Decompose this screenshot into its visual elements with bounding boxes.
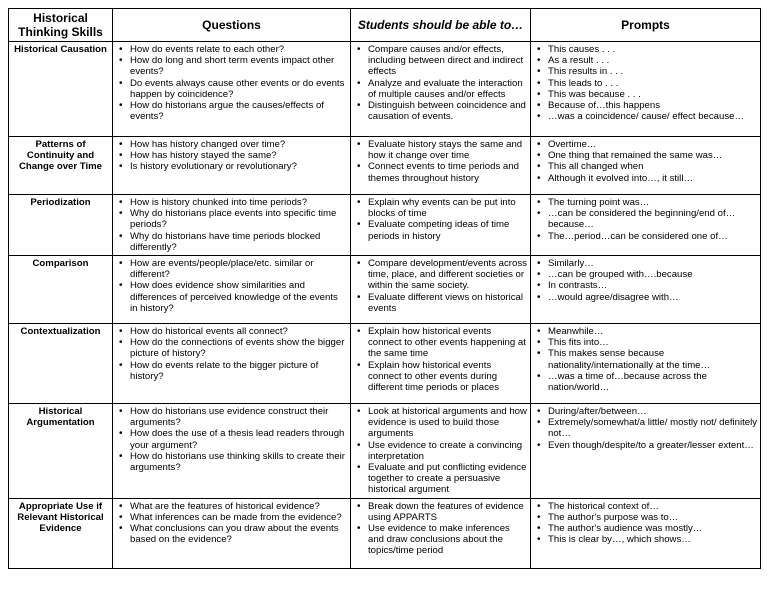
list-item: • During/after/between… [534, 406, 757, 417]
bullet-list [116, 406, 347, 473]
header-students-able: Students should be able to… [351, 9, 531, 42]
bullet-list [534, 139, 757, 184]
list-item: • As a result . . . [534, 55, 757, 66]
bullet-list [116, 44, 347, 122]
list-item: • Compare causes and/or effects, including between direct and indirect effects [354, 44, 527, 78]
list-item: • The author's audience was mostly… [534, 523, 757, 534]
list-item: • Is history evolutionary or revolutionary? [116, 161, 347, 172]
historical-thinking-skills-table [8, 8, 761, 569]
list-item: • How do the connections of events show the bigger picture of history? [116, 337, 347, 359]
list-item: • Evaluate history stays the same and how it change over time [354, 139, 527, 161]
list-item: • Do events always cause other events or do events happen by coincidence? [116, 78, 347, 100]
abilities-cell [351, 324, 531, 404]
list-item: • Analyze and evaluate the interaction of multiple causes and/or effects [354, 78, 527, 100]
list-item: • How do historians use evidence construct their arguments? [116, 406, 347, 428]
bullet-list [354, 326, 527, 393]
bullet-list [116, 139, 347, 173]
list-item: • This makes sense because nationality/internationally at the time… [534, 348, 757, 370]
list-item: • This results in . . . [534, 66, 757, 77]
abilities-cell [351, 137, 531, 195]
skill-name: Comparison [9, 256, 113, 324]
questions-cell [113, 404, 351, 499]
abilities-cell [351, 498, 531, 568]
list-item: • Connect events to time periods and themes throughout history [354, 161, 527, 183]
list-item: • Look at historical arguments and how evidence is used to build those arguments [354, 406, 527, 440]
skill-name: Historical Argumentation [9, 404, 113, 499]
skill-name: Periodization [9, 195, 113, 256]
questions-cell [113, 498, 351, 568]
list-item: • How do long and short term events impact other events? [116, 55, 347, 77]
list-item: • How has history stayed the same? [116, 150, 347, 161]
questions-cell [113, 324, 351, 404]
list-item: • Because of…this happens [534, 100, 757, 111]
prompts-cell [531, 256, 761, 324]
table-row [9, 195, 761, 256]
list-item: • Compare development/events across time, place, and different societies or within the same society. [354, 258, 527, 292]
list-item: • Why do historians place events into specific time periods? [116, 208, 347, 230]
bullet-list [116, 197, 347, 253]
list-item: • Distinguish between coincidence and causation of events. [354, 100, 527, 122]
table-row [9, 324, 761, 404]
list-item: • One thing that remained the same was… [534, 150, 757, 161]
list-item: • Explain how historical events connect to other events happening at the same time [354, 326, 527, 360]
prompts-cell [531, 324, 761, 404]
abilities-cell [351, 195, 531, 256]
bullet-list [534, 197, 757, 242]
skill-name: Appropriate Use if Relevant Historical Evidence [9, 498, 113, 568]
bullet-list [354, 197, 527, 242]
bullet-list [534, 326, 757, 393]
list-item: • …was a time of…because across the nation/world… [534, 371, 757, 393]
table-row [9, 256, 761, 324]
list-item: • How do events relate to the bigger picture of history? [116, 360, 347, 382]
bullet-list [534, 44, 757, 122]
abilities-cell [351, 404, 531, 499]
table-row [9, 137, 761, 195]
questions-cell [113, 42, 351, 137]
list-item: • How are events/people/place/etc. similar or different? [116, 258, 347, 280]
header-row [9, 9, 761, 42]
list-item: • This all changed when [534, 161, 757, 172]
list-item: • Use evidence to make inferences and draw conclusions about the topics/time period [354, 523, 527, 557]
prompts-cell [531, 404, 761, 499]
list-item: • How does evidence show similarities and differences of perceived knowledge of the events in history? [116, 280, 347, 314]
bullet-list [534, 406, 757, 451]
questions-cell [113, 195, 351, 256]
table-row [9, 498, 761, 568]
skill-name: Contextualization [9, 324, 113, 404]
list-item: • What are the features of historical evidence? [116, 501, 347, 512]
list-item: • Explain how historical events connect to other events during different time periods or places [354, 360, 527, 394]
prompts-cell [531, 137, 761, 195]
list-item: • This causes . . . [534, 44, 757, 55]
list-item: • This was because . . . [534, 89, 757, 100]
list-item: • …can be considered the beginning/end of… because… [534, 208, 757, 230]
bullet-list [354, 501, 527, 557]
list-item: • What inferences can be made from the evidence? [116, 512, 347, 523]
list-item: • Evaluate competing ideas of time periods in history [354, 219, 527, 241]
list-item: • In contrasts… [534, 280, 757, 291]
list-item: • How do historical events all connect? [116, 326, 347, 337]
skill-name: Historical Causation [9, 42, 113, 137]
list-item: • How has history changed over time? [116, 139, 347, 150]
skill-name: Patterns of Continuity and Change over Time [9, 137, 113, 195]
list-item: • Extremely/somewhat/a little/ mostly not/ definitely not… [534, 417, 757, 439]
bullet-list [534, 501, 757, 546]
list-item: • How do historians use thinking skills to create their arguments? [116, 451, 347, 473]
list-item: • This leads to . . . [534, 78, 757, 89]
list-item: • Even though/despite/to a greater/lesser extent… [534, 440, 757, 451]
bullet-list [354, 258, 527, 314]
list-item: • Meanwhile… [534, 326, 757, 337]
list-item: • What conclusions can you draw about the events based on the evidence? [116, 523, 347, 545]
table-row [9, 42, 761, 137]
questions-cell [113, 256, 351, 324]
prompts-cell [531, 42, 761, 137]
bullet-list [354, 406, 527, 496]
bullet-list [354, 139, 527, 184]
list-item: • Use evidence to create a convincing interpretation [354, 440, 527, 462]
header-questions: Questions [113, 9, 351, 42]
table-row [9, 404, 761, 499]
questions-cell [113, 137, 351, 195]
list-item: • The author's purpose was to… [534, 512, 757, 523]
list-item: • Evaluate and put conflicting evidence together to create a persuasive historical argument [354, 462, 527, 496]
list-item: • Overtime… [534, 139, 757, 150]
list-item: • …would agree/disagree with… [534, 292, 757, 303]
abilities-cell [351, 256, 531, 324]
prompts-cell [531, 195, 761, 256]
header-skills: Historical Thinking Skills [9, 9, 113, 42]
list-item: • …was a coincidence/ cause/ effect because… [534, 111, 757, 122]
list-item: • Although it evolved into…, it still… [534, 173, 757, 184]
list-item: • The turning point was… [534, 197, 757, 208]
list-item: • Evaluate different views on historical events [354, 292, 527, 314]
list-item: • This is clear by…, which shows… [534, 534, 757, 545]
bullet-list [354, 44, 527, 122]
bullet-list [534, 258, 757, 303]
header-prompts: Prompts [531, 9, 761, 42]
list-item: • Why do historians have time periods blocked differently? [116, 231, 347, 253]
list-item: • The historical context of… [534, 501, 757, 512]
bullet-list [116, 501, 347, 546]
bullet-list [116, 258, 347, 314]
list-item: • How is history chunked into time periods? [116, 197, 347, 208]
abilities-cell [351, 42, 531, 137]
list-item: • Similarly… [534, 258, 757, 269]
bullet-list [116, 326, 347, 382]
list-item: • How does the use of a thesis lead readers through your argument? [116, 428, 347, 450]
list-item: • The…period…can be considered one of… [534, 231, 757, 242]
prompts-cell [531, 498, 761, 568]
list-item: • Break down the features of evidence using APPARTS [354, 501, 527, 523]
list-item: • How do historians argue the causes/effects of events? [116, 100, 347, 122]
list-item: • Explain why events can be put into blocks of time [354, 197, 527, 219]
list-item: • How do events relate to each other? [116, 44, 347, 55]
list-item: • …can be grouped with….because [534, 269, 757, 280]
list-item: • This fits into… [534, 337, 757, 348]
